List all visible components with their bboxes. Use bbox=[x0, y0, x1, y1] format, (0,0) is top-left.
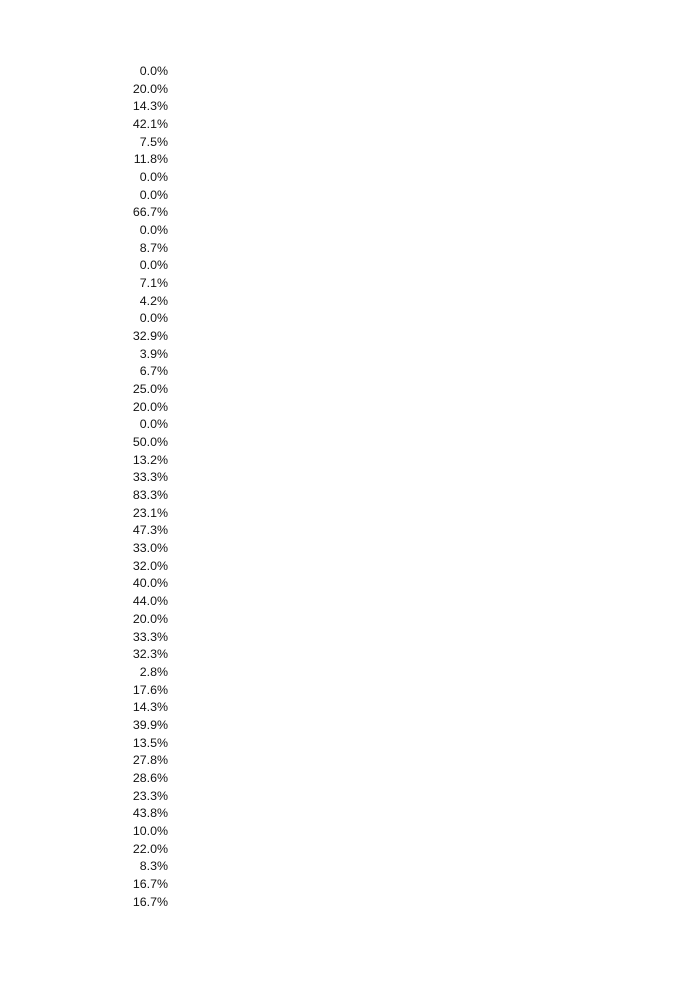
percentage-cell: 17.6% bbox=[132, 682, 168, 697]
percentage-cell: 50.0% bbox=[132, 435, 168, 450]
percentage-cell: 0.0% bbox=[139, 187, 168, 202]
percentage-cell: 66.7% bbox=[132, 205, 168, 220]
percentage-cell: 44.0% bbox=[132, 594, 168, 609]
percentage-cell: 6.7% bbox=[139, 364, 168, 379]
percentage-cell: 2.8% bbox=[139, 664, 168, 679]
percentage-cell: 7.5% bbox=[139, 134, 168, 149]
percentage-cell: 8.3% bbox=[139, 859, 168, 874]
percentage-cell: 32.3% bbox=[132, 647, 168, 662]
percentage-cell: 0.0% bbox=[139, 64, 168, 78]
percentage-cell: 11.8% bbox=[133, 152, 168, 167]
percentage-cell: 0.0% bbox=[139, 311, 168, 326]
percentage-cell: 0.0% bbox=[139, 417, 168, 432]
percentage-cell: 32.0% bbox=[132, 558, 168, 573]
percentage-cell: 47.3% bbox=[132, 523, 168, 538]
percentage-cell: 83.3% bbox=[132, 488, 168, 503]
percentage-cell: 33.3% bbox=[132, 470, 168, 485]
percentage-cell: 22.0% bbox=[132, 841, 168, 856]
percentage-cell: 20.0% bbox=[132, 399, 168, 414]
percentage-cell: 32.9% bbox=[132, 329, 168, 344]
percentage-cell: 43.8% bbox=[132, 806, 168, 821]
percentage-cell: 0.0% bbox=[139, 170, 168, 185]
percentage-cell: 20.0% bbox=[132, 611, 168, 626]
percentage-cell: 28.6% bbox=[132, 770, 168, 785]
percentage-cell: 3.9% bbox=[139, 346, 168, 361]
percentage-column bbox=[100, 63, 168, 911]
percentage-cell: 0.0% bbox=[139, 223, 168, 238]
percentage-cell: 25.0% bbox=[132, 382, 168, 397]
percentage-cell: 14.3% bbox=[132, 700, 168, 715]
percentage-cell: 16.7% bbox=[132, 876, 168, 891]
percentage-cell: 0.0% bbox=[139, 258, 168, 273]
percentage-cell: 42.1% bbox=[132, 117, 168, 132]
percentage-cell: 20.0% bbox=[132, 81, 168, 96]
percentage-cell: 23.1% bbox=[132, 505, 168, 520]
percentage-cell: 4.2% bbox=[139, 293, 168, 308]
percentage-cell: 23.3% bbox=[132, 788, 168, 803]
percentage-cell: 14.3% bbox=[132, 99, 168, 114]
percentage-cell: 27.8% bbox=[132, 753, 168, 768]
percentage-cell: 7.1% bbox=[139, 276, 168, 291]
percentage-cell: 16.7% bbox=[132, 894, 168, 909]
percentage-cell: 40.0% bbox=[132, 576, 168, 591]
percentage-cell: 10.0% bbox=[132, 823, 168, 838]
percentage-cell: 39.9% bbox=[132, 717, 168, 732]
percentage-cell: 13.2% bbox=[132, 452, 168, 467]
percentage-cell: 33.0% bbox=[132, 541, 168, 556]
percentage-cell: 13.5% bbox=[132, 735, 168, 750]
percentage-cell: 8.7% bbox=[139, 240, 168, 255]
percentage-cell: 33.3% bbox=[132, 629, 168, 644]
